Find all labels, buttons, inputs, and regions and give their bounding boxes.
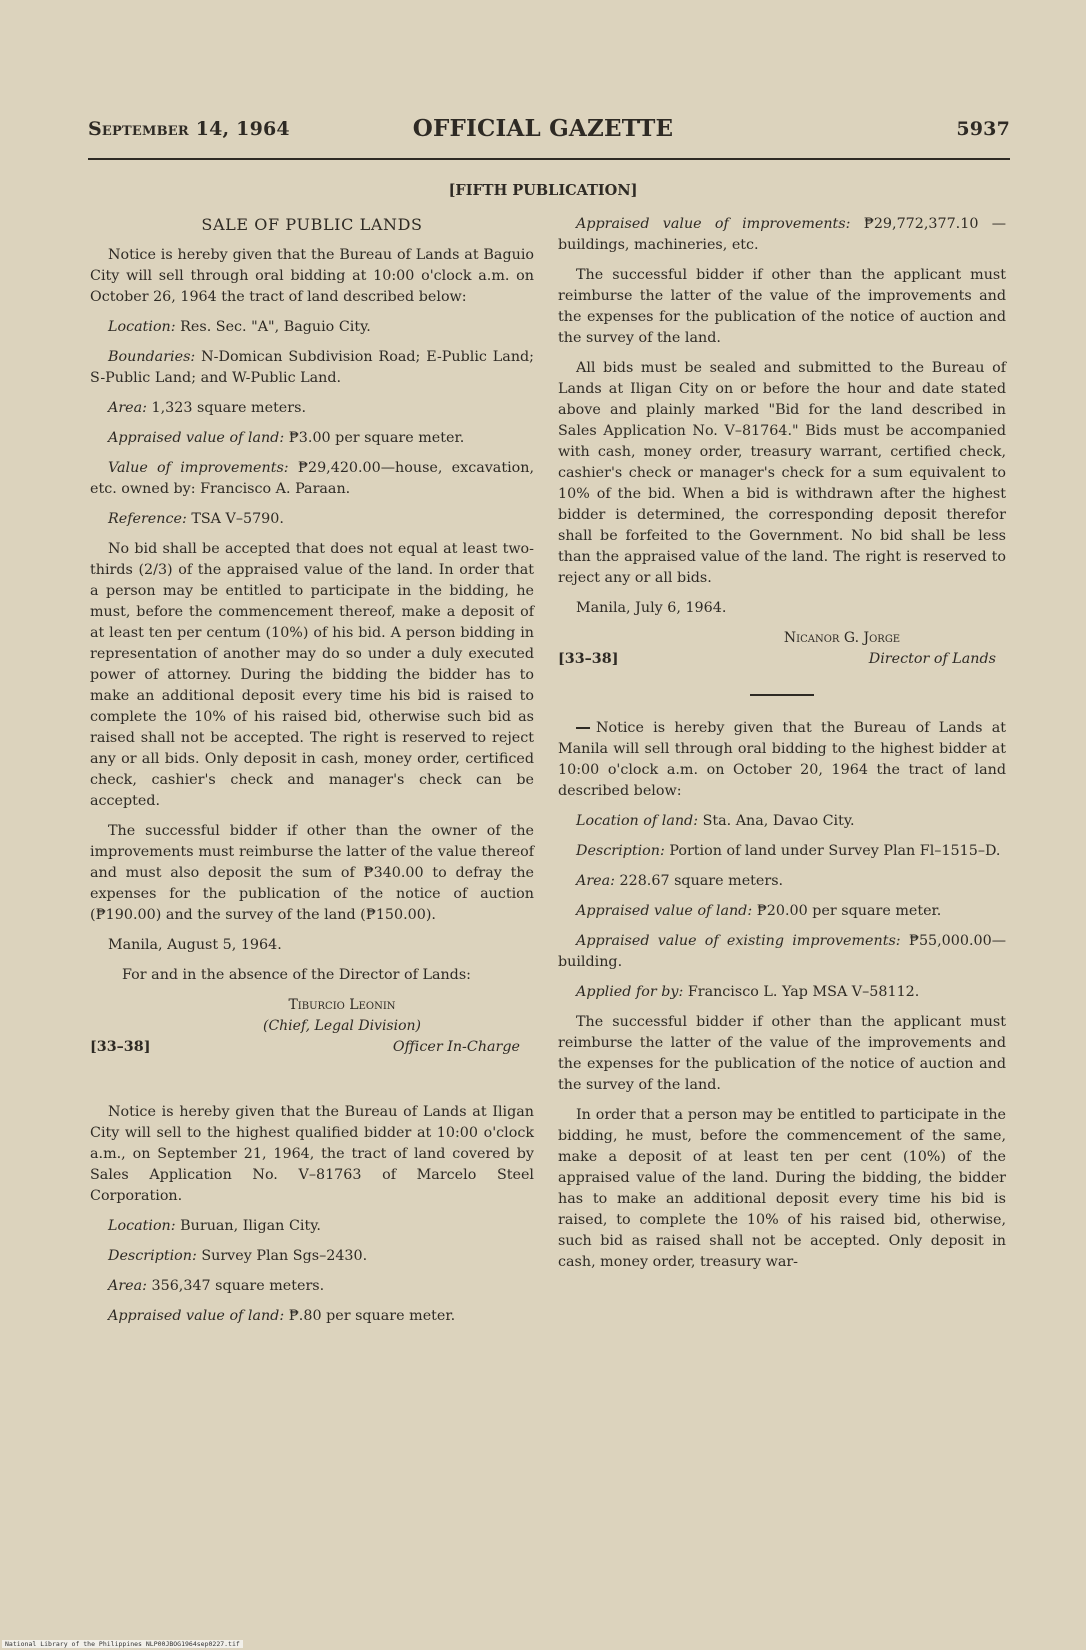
notice3-para2: In order that a person may be entitled to participate in the bidding, he must, before the commencement of the same, make a deposit of at least ten per cent (10%) of the appraised value of the land. During the bidding, the bidder has to make an additional deposit every time his bid is raised, to complete the 10% of his raised bid, otherwise, such bid as raised shall not be accepted. Only deposit in cash, money order, treasury war- xyxy=(558,1107,1006,1270)
notice3-description: Description: Portion of land under Survey Plan Fl–1515–D. xyxy=(576,843,1001,859)
notice1-area: Area: 1,323 square meters. xyxy=(108,400,306,416)
notice1-improvements: Value of improvements: ₱29,420.00—house, excavation, etc. owned by: Francisco A. Paraan. xyxy=(90,460,535,497)
notice3-area: Area: 228.67 square meters. xyxy=(576,873,784,889)
notice2-office: Director of Lands xyxy=(868,651,996,667)
notice3-appraised: Appraised value of land: ₱20.00 per square meter. xyxy=(576,903,942,919)
notice1-for-line: For and in the absence of the Director of Lands: xyxy=(122,967,471,983)
notice1-boundaries: Boundaries: N-Domican Subdivision Road; E-Public Land; S-Public Land; and W-Public Land. xyxy=(90,349,534,386)
notice1-para1: No bid shall be accepted that does not equal at least two-thirds (2/3) of the appraised value of the land. In order that a person may be entitled to participate in the bidding, he must, before the commencement thereof, make a deposit of at least ten per centum (10%) of his bid. A person bidding in representation of another may do so under a duly executed power of attorney. During the bidding the bidder has to make an additional deposit every time his bid is raised to complete the 10% of his raised bid, otherwise such bid as raised shall not be accepted. The right is reserved to reject any or all bids. Only deposit in cash, money order, certificed check, cashier's check and manager's check can be accepted. xyxy=(90,541,534,809)
page-number: 5937 xyxy=(956,118,1010,140)
notice1-para2: The successful bidder if other than the owner of the improvements must reimburse the latter of the value thereof and must also deposit the sum of ₱340.00 to defray the expenses for the publication of the notice of auction (₱190.00) and the survey of the land (₱150.00). xyxy=(90,823,534,923)
notice2-date: Manila, July 6, 1964. xyxy=(576,600,727,616)
notice3-para1: The successful bidder if other than the applicant must reimburse the latter of the value of the improvements and the expenses for the publication of the notice of auction and the survey of the land. xyxy=(558,1014,1006,1093)
notice1-ref-code: [33–38] xyxy=(90,1039,151,1055)
scan-footer: National Library of the Philippines NLP00JBOG1964sep0227.tif xyxy=(2,1640,243,1648)
notice1-signer-title: (Chief, Legal Division) xyxy=(262,1018,421,1034)
notice2-intro: Notice is hereby given that the Bureau of Lands at Iligan City will sell to the highest qualified bidder at 10:00 o'clock a.m., on September 21, 1964, the tract of land covered by Sales Application No. V–81763 of Marcelo Steel Corporation. xyxy=(90,1104,534,1204)
notice-mark xyxy=(576,727,590,729)
notice2-signer: Nicanor G. Jorge xyxy=(783,630,901,646)
notice-title: SALE OF PUBLIC LANDS xyxy=(201,215,423,234)
notice2-improvements: Appraised value of improvements: ₱29,772,377.10 —buildings, machineries, etc. xyxy=(558,216,1006,253)
notice2-area: Area: 356,347 square meters. xyxy=(108,1278,325,1294)
header-date: September 14, 1964 xyxy=(88,118,290,140)
publication-tag: [FIFTH PUBLICATION] xyxy=(448,182,638,199)
notice1-office: Officer In-Charge xyxy=(392,1039,520,1055)
notice1-signer: Tiburcio Leonin xyxy=(288,997,396,1013)
notice2-sign-row xyxy=(558,649,1006,670)
left-column xyxy=(90,212,534,1336)
notice1-reference: Reference: TSA V–5790. xyxy=(108,511,284,527)
right-column xyxy=(558,214,1006,1282)
header-title: OFFICIAL GAZETTE xyxy=(412,115,674,142)
notice3-applied: Applied for by: Francisco L. Yap MSA V–58112. xyxy=(576,984,920,1000)
notice3-location: Location of land: Sta. Ana, Davao City. xyxy=(576,813,855,829)
notice2-para2: All bids must be sealed and submitted to the Bureau of Lands at Iligan City on or before the hour and date stated above and plainly marked "Bid for the land described in Sales Application No. V–81764." Bids must be accompanied with cash, money order, treasury warrant, certified check, cashier's check or manager's check for a sum equivalent to 10% of the bid. When a bid is withdrawn after the highest bidder is determined, the corresponding deposit therefor shall be forfeited to the Government. No bid shall be less than the appraised value of the land. The right is reserved to reject any or all bids. xyxy=(558,360,1006,586)
notice2-ref-code: [33–38] xyxy=(558,651,619,667)
notice1-sign-row xyxy=(90,1037,534,1058)
notice1-appraised: Appraised value of land: ₱3.00 per square meter. xyxy=(108,430,465,446)
notice3-intro: Notice is hereby given that the Bureau of Lands at Manila will sell through oral bidding to the highest bidder at 10:00 o'clock a.m. on October 20, 1964 the tract of land described below: xyxy=(558,720,1006,799)
header-rule xyxy=(88,158,1010,160)
notice2-appraised: Appraised value of land: ₱.80 per square meter. xyxy=(108,1308,456,1324)
notice2-location: Location: Buruan, Iligan City. xyxy=(108,1218,321,1234)
notice2-para1: The successful bidder if other than the applicant must reimburse the latter of the value of the improvements and the expenses for the publication of the notice of auction and the survey of the land. xyxy=(558,267,1006,346)
notice3-improvements: Appraised value of existing improvements: ₱55,000.00—building. xyxy=(558,933,1006,970)
notice2-description: Description: Survey Plan Sgs–2430. xyxy=(108,1248,368,1264)
notice1-date: Manila, August 5, 1964. xyxy=(108,937,282,953)
section-divider xyxy=(750,694,814,696)
notice1-location: Location: Res. Sec. "A", Baguio City. xyxy=(108,319,371,335)
notice1-intro: Notice is hereby given that the Bureau of Lands at Baguio City will sell through oral bidding at 10:00 o'clock a.m. on October 26, 1964 the tract of land described below: xyxy=(90,247,534,305)
